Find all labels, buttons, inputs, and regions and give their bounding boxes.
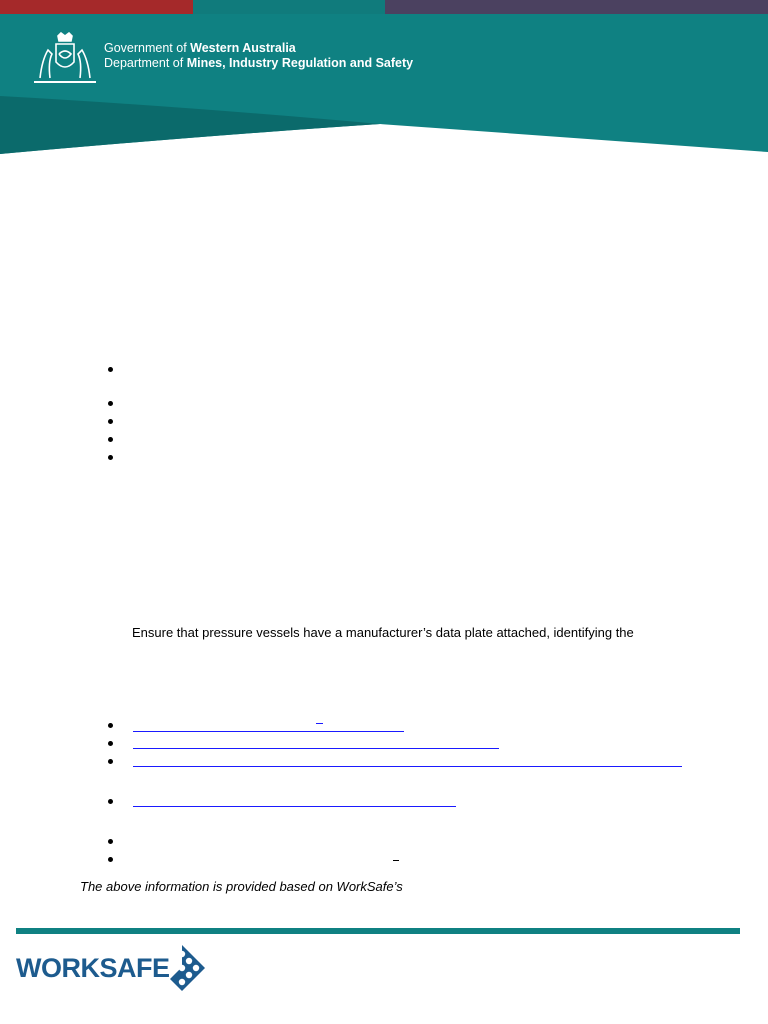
list-item <box>108 836 118 846</box>
list-item <box>108 796 118 806</box>
list-item <box>108 434 118 444</box>
list-item <box>108 738 118 748</box>
header-stripe-purple <box>385 0 768 14</box>
list-item <box>108 398 118 408</box>
list-item <box>108 720 118 730</box>
list-item <box>108 452 118 462</box>
resource-link-2[interactable] <box>133 748 499 749</box>
resource-link-1[interactable] <box>133 731 404 732</box>
resource-link-4[interactable] <box>133 806 456 807</box>
list-item <box>108 416 118 426</box>
header-stripe-teal <box>193 0 385 14</box>
government-line <box>104 41 296 55</box>
list-item-dash <box>393 860 399 861</box>
list-item <box>108 364 118 374</box>
department-name: Mines, Industry Regulation and Safety <box>186 56 414 70</box>
data-plate-paragraph: Ensure that pressure vessels have a manufacturer’s data plate attached, identifying the <box>132 625 634 640</box>
department-line <box>104 56 413 70</box>
department-prefix: Department of <box>104 56 187 70</box>
footnote-text: The above information is provided based on WorkSafe’s <box>80 879 403 894</box>
header-banner <box>0 14 768 159</box>
worksafe-diamond-logo-icon <box>158 944 206 992</box>
government-name: Western Australia <box>190 41 296 55</box>
resource-link-1-dash <box>316 723 323 724</box>
government-prefix: Government of <box>104 41 191 55</box>
header-stripe-red <box>0 0 193 14</box>
wa-crest-icon <box>28 32 102 86</box>
list-item <box>108 756 118 766</box>
resource-link-3[interactable] <box>133 766 682 767</box>
list-item <box>108 854 118 864</box>
worksafe-wordmark: WORKSAFE <box>16 953 170 983</box>
